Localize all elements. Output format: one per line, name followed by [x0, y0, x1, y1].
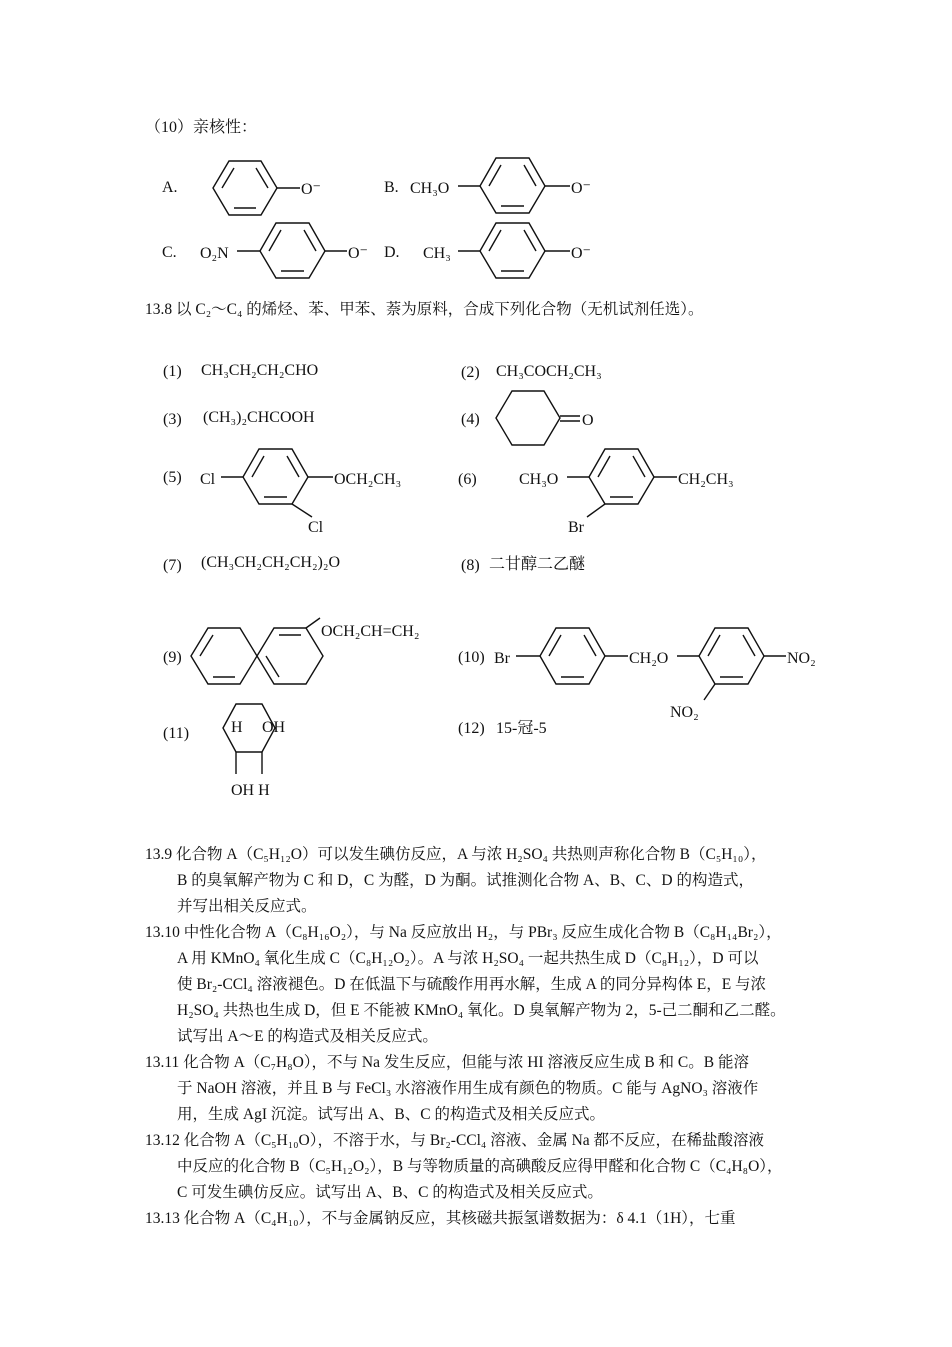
- item-6-left: CH₃O: [519, 471, 559, 488]
- bromobenzyl-dinitrophenyl-ether-structure: [494, 618, 834, 728]
- item-3-formula: (CH₃)₂CHCOOH: [203, 409, 315, 426]
- item-8-name: 二甘醇二乙醚: [489, 556, 586, 573]
- problem-line: 中反应的化合物 B（C₅H₁₂O₂），B 与等物质量的高碘酸反应得甲醛和化合物 C（C₄H₈O），: [177, 1158, 783, 1175]
- q13-8-title: 13.8 以 C₂～C₄ 的烯烃、苯、甲苯、萘为原料，合成下列化合物（无机试剂任选）。: [145, 301, 704, 318]
- option-b-left: CH₃O: [410, 180, 450, 197]
- option-c-left: O₂N: [200, 245, 229, 262]
- option-a-right: O⁻: [301, 181, 321, 198]
- problem-list: [145, 842, 815, 1232]
- problem-line: 化合物 A（C₇H₈O），不与 Na 发生反应，但能与浓 HI 溶液反应生成 B 和 C。B 能溶: [183, 1054, 749, 1071]
- problem-line: A 用 KMnO₄ 氧化生成 C（C₈H₁₂O₂）。A 与浓 H₂SO₄ 一起共热生成 D（C₈H₁₂），D 可以: [177, 950, 759, 967]
- problem-13-11: [145, 1050, 815, 1076]
- item-11-num: (11): [163, 725, 190, 742]
- item-11-top-right: OH: [262, 719, 286, 736]
- item-10-bottom: NO₂: [670, 704, 699, 721]
- item-12-name: 15-冠-5: [496, 720, 547, 737]
- item-10-left: Br: [494, 650, 510, 667]
- item-11-top-left: H: [231, 719, 243, 736]
- problem-line: C 可发生碘仿反应。试写出 A、B、C 的构造式及相关反应式。: [177, 1184, 603, 1201]
- problem-line: 化合物 A（C₅H₁₂O）可以发生碘仿反应，A 与浓 H₂SO₄ 共热则声称化合物 B（C₅H₁₀），: [176, 846, 767, 863]
- methylphenoxide-structure: [423, 218, 603, 288]
- item-10-num: (10): [458, 649, 485, 666]
- problem-number: 13.10: [145, 924, 180, 941]
- option-d-left: CH₃: [423, 245, 451, 262]
- item-8-num: (8): [461, 557, 480, 574]
- option-a-letter: A.: [162, 179, 178, 196]
- problem-13-13: [145, 1206, 815, 1232]
- item-1-formula: CH₃CH₂CH₂CHO: [201, 362, 319, 379]
- item-7-num: (7): [163, 557, 182, 574]
- q10-heading: （10）亲核性：: [145, 119, 258, 136]
- problem-line: 用，生成 AgI 沉淀。试写出 A、B、C 的构造式及相关反应式。: [177, 1106, 605, 1123]
- item-6-num: (6): [458, 471, 477, 488]
- item-6-bottom: Br: [568, 519, 584, 536]
- item-5-bottom: Cl: [308, 519, 324, 536]
- dichlorophenetole-structure: [200, 443, 430, 543]
- option-b-letter: B.: [384, 179, 399, 196]
- problem-line: B 的臭氧解产物为 C 和 D，C 为醛，D 为酮。试推测化合物 A、B、C、D 的构造式，: [177, 872, 754, 889]
- problem-13-12: [145, 1128, 815, 1154]
- option-d-letter: D.: [384, 244, 400, 261]
- item-10-middle: CH₂O: [629, 650, 669, 667]
- nitrophenoxide-structure: [200, 218, 390, 288]
- problem-line: 于 NaOH 溶液，并且 B 与 FeCl₃ 水溶液作用生成有颜色的物质。C 能与 AgNO₃ 溶液作: [177, 1080, 759, 1097]
- option-d-right: O⁻: [571, 245, 591, 262]
- problem-number: 13.13: [145, 1210, 180, 1227]
- item-2-formula: CH₃COCH₂CH₃: [496, 363, 602, 380]
- problem-13-9: [145, 842, 815, 868]
- option-c-letter: C.: [162, 244, 177, 261]
- naphthyl-allyl-ether-structure: [188, 618, 458, 698]
- item-6-right: CH₂CH₃: [678, 471, 734, 488]
- item-5-num: (5): [163, 469, 182, 486]
- problem-number: 13.9: [145, 846, 173, 863]
- item-1-num: (1): [163, 363, 182, 380]
- item-5-left: Cl: [200, 471, 216, 488]
- problem-line: 中性化合物 A（C₈H₁₆O₂），与 Na 反应放出 H₂，与 PBr₃ 反应生成化合物 B（C₈H₁₄Br₂），: [183, 924, 782, 941]
- problem-line: 化合物 A（C₄H₁₀），不与金属钠反应，其核磁共振氢谱数据为：δ 4.1（1H），七重: [183, 1210, 736, 1227]
- item-5-right: OCH₂CH₃: [334, 471, 402, 488]
- problem-line: 试写出 A～E 的构造式及相关反应式。: [177, 1028, 438, 1045]
- cyclohexanediol-structure: [218, 698, 308, 803]
- problem-line: 化合物 A（C₅H₁₀O），不溶于水，与 Br₂-CCl₄ 溶液、金属 Na 都不反应，在稀盐酸溶液: [183, 1132, 765, 1149]
- item-9-substituent: OCH₂CH=CH₂: [321, 623, 420, 640]
- item-3-num: (3): [163, 411, 182, 428]
- item-7-formula: (CH₃CH₂CH₂CH₂)₂O: [201, 554, 341, 571]
- methoxyphenoxide-structure: [410, 153, 600, 223]
- option-b-right: O⁻: [571, 180, 591, 197]
- problem-13-10: [145, 920, 815, 946]
- item-9-num: (9): [163, 649, 182, 666]
- problem-line: H₂SO₄ 共热也生成 D，但 E 不能被 KMnO₄ 氧化。D 臭氧解产物为 2，5-己二酮和乙二醛。: [177, 1002, 786, 1019]
- item-4-num: (4): [461, 411, 480, 428]
- item-12-num: (12): [458, 720, 485, 737]
- problem-number: 13.12: [145, 1132, 180, 1149]
- item-2-num: (2): [461, 364, 480, 381]
- problem-line: 使 Br₂-CCl₄ 溶液褪色。D 在低温下与硫酸作用再水解，生成 A 的同分异构体 E，E 与浓: [177, 976, 767, 993]
- item-11-bottom: OH H: [231, 782, 270, 799]
- bromomethoxy-ethylbenzene-structure: [519, 443, 759, 543]
- problem-number: 13.11: [145, 1054, 180, 1071]
- option-c-right: O⁻: [348, 245, 368, 262]
- item-10-right: NO₂: [787, 650, 816, 667]
- item-4-oxygen: O: [582, 412, 594, 429]
- problem-line: 并写出相关反应式。: [177, 898, 317, 915]
